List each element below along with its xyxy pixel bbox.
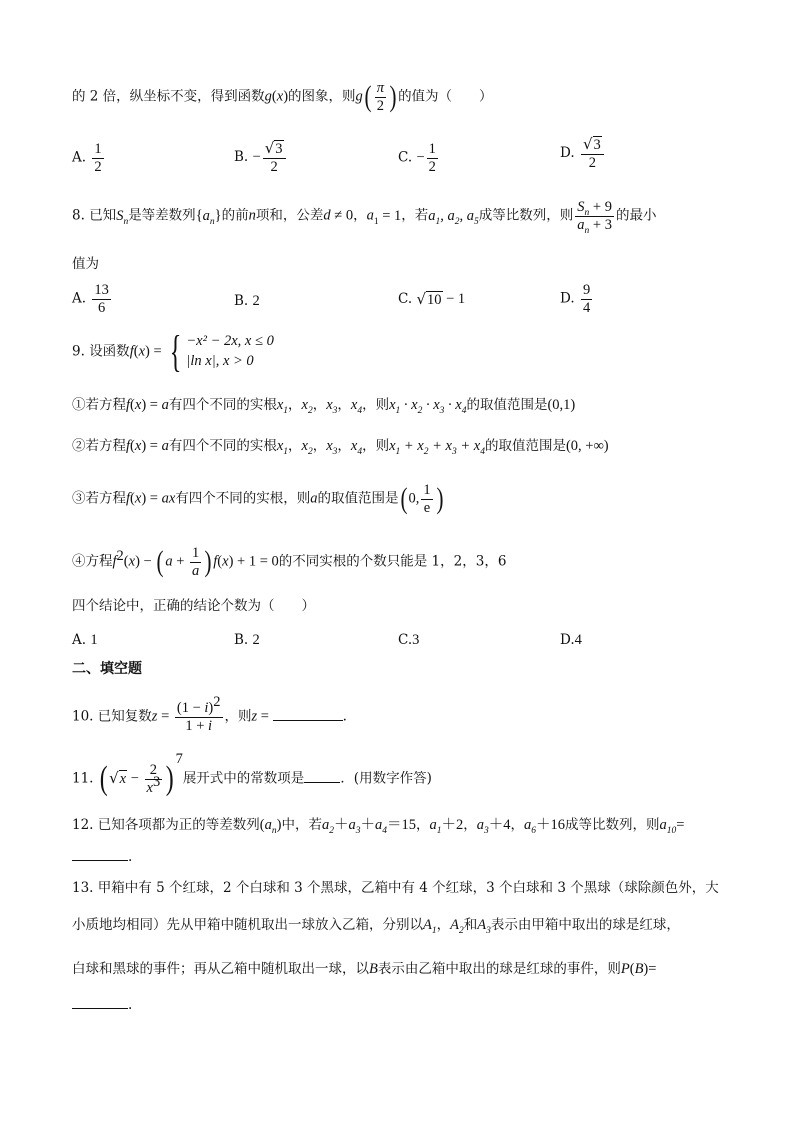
q13-text-2a: 小质地均相同）先从甲箱中随机取出一球放入乙箱，分别以 [72, 917, 423, 933]
q9-closing-text: 四个结论中，正确的结论个数为（ ） [72, 598, 315, 614]
s2-text-d: 的取值范围是 [484, 438, 566, 454]
q10-stem: 10. 已知复数z = $\frac{(1 - i)^2}{1 + i}$ ，则z = . [72, 694, 347, 734]
q8-text-e: ，若 [401, 207, 429, 224]
q9-closing [72, 600, 315, 614]
s1-text-d: 的取值范围是 [466, 397, 548, 413]
s1-text-b: 有四个不同的实根 [168, 397, 277, 413]
q12-text-a: 已知各项都为正的等差数列 [97, 817, 260, 833]
option-label: C. [398, 149, 413, 166]
q7-option-c[interactable]: C. − $\frac{1}{2}$ [398, 141, 436, 175]
s4-text-a: ④方程 [72, 553, 113, 570]
s4-text-b: 的不同实根的个数只能是 1，2，3，6 [278, 553, 507, 570]
q7-text-a: 的 2 倍，纵坐标不变，得到函数 [72, 88, 265, 105]
option-label: D. [560, 145, 575, 162]
q7-text-b: 的图象，则 [288, 88, 356, 105]
option-label: B. [234, 293, 249, 309]
s2-text-a: ②若方程 [72, 438, 126, 454]
q13-text-3c: = [648, 961, 657, 977]
q12-text-f: 成等比数列，则 [564, 817, 660, 833]
q13-answer-line [72, 996, 132, 1013]
q10-text-b: ，则 [224, 708, 252, 725]
q8-text-f: 成等比数列，则 [478, 207, 574, 224]
q9-option-c[interactable] [398, 632, 419, 649]
section-title: 二、填空题 [72, 661, 142, 677]
s1-text-a: ①若方程 [72, 397, 126, 413]
option-label: D. [560, 632, 575, 648]
q10-text-c: . [342, 708, 347, 725]
q9-stem: 9. 设函数f(x) = { −x² − 2x, x ≤ 0 |ln x|, x > 0 [72, 327, 274, 376]
q13-text-2b: 和 [463, 917, 478, 933]
q8-text-d: 项和，公差 [255, 207, 324, 224]
option-label: B. [234, 632, 249, 648]
answer-blank[interactable] [72, 996, 128, 1009]
s3-text-c: 的取值范围是 [317, 490, 399, 507]
q7-text-c: 的值为（ ） [398, 88, 493, 105]
option-value: 1 [90, 632, 98, 648]
q11-text-b: ．(用数字作答) [340, 770, 432, 787]
question-number: 9. [72, 343, 85, 360]
q7-option-b[interactable]: B. − $\frac{√3}{2}$ [234, 140, 288, 175]
option-label: A. [72, 632, 87, 648]
question-number: 11. [72, 770, 94, 787]
q12-text-h: . [128, 849, 133, 865]
q13-text-2c: 表示由甲箱中取出的球是红球， [490, 917, 680, 933]
question-number: 12. [72, 817, 94, 833]
q9-piece-1: −x² − 2x, x ≤ 0 [186, 333, 274, 350]
s3-text-b: 有四个不同的实根，则 [175, 490, 311, 507]
q9-option-a[interactable] [72, 632, 98, 649]
q9-text-a: 设函数 [89, 343, 130, 360]
q13-line-1 [72, 882, 719, 896]
answer-blank[interactable] [273, 708, 343, 721]
q9-statement-2: ②若方程f(x) = a有四个不同的实根$x_1$，$x_2$，$x_3$，$x_4$，则$x_1 + x_2 + x_3 + x_4$的取值范围是(0, +∞) [72, 438, 609, 457]
answer-blank[interactable] [304, 770, 340, 783]
q8-option-a[interactable]: A. $\frac{13}{6}$ [72, 282, 109, 316]
q8-text-g: 的最小 [615, 207, 657, 224]
q7-option-a[interactable]: A. $\frac{1}{2}$ [72, 141, 102, 175]
option-label: D. [560, 290, 575, 307]
q11-text-a: 展开式中的常数项是 [182, 770, 305, 787]
q12-stem: 12. 已知各项都为正的等差数列$(a_n)$中，若$a_2+a_3+a_4=15$，$a_1+2$，$a_3+4$，$a_6+16$成等比数列，则$a_{10}=$ [72, 817, 685, 836]
q9-piece-2: |ln x|, x > 0 [186, 353, 254, 369]
question-number: 8. [72, 207, 85, 224]
q13-text-3a: 白球和黑球的事件；再从乙箱中随机取出一球，以 [72, 961, 369, 977]
q13-text-3b: 表示由乙箱中取出的球是红球的事件，则 [377, 961, 621, 977]
q12-text-g: = [676, 817, 685, 833]
q12-text-e: ， [510, 817, 524, 833]
option-label: C. [398, 291, 413, 307]
s1-text-c: ，则 [362, 397, 390, 413]
question-number: 13. [72, 880, 94, 896]
q11-stem: 11. ( √x − $\frac{2}{x^3}$ )$^7$展开式中的常数项是 ．(用数字作答) [72, 751, 432, 798]
option-value: 3 [412, 632, 420, 648]
option-label: A. [72, 290, 87, 307]
q10-text-a: 已知复数 [97, 708, 152, 725]
s2-text-c: ，则 [362, 438, 390, 454]
q8-option-b[interactable]: B. 2 [234, 293, 260, 309]
answer-blank[interactable] [72, 848, 128, 861]
q13-line-3: 白球和黑球的事件；再从乙箱中随机取出一球，以B表示由乙箱中取出的球是红球的事件，则P(B)= [72, 961, 657, 977]
q9-option-b[interactable] [234, 632, 260, 649]
q12-text-c: ， [415, 817, 430, 833]
q13-line-2: 小质地均相同）先从甲箱中随机取出一球放入乙箱，分别以$A_1$，$A_2$和$A_3$表示由甲箱中取出的球是红球， [72, 917, 680, 936]
option-label: B. [234, 149, 249, 166]
q13-text-4: . [128, 997, 133, 1013]
q9-statement-3: ③若方程f(x) = ax有四个不同的实根，则a的取值范围是( 0, $\frac{1}{e}$ ) [72, 482, 444, 516]
option-value: 2 [252, 632, 260, 648]
q8-text-b: 是等差数列 [128, 207, 196, 224]
q8-text-h: 值为 [72, 256, 99, 272]
q8-text-c: 的前 [221, 207, 249, 224]
q8-option-d[interactable]: D. $\frac{9}{4}$ [560, 282, 591, 316]
q8-stem-cont [72, 258, 99, 272]
option-value: 4 [574, 632, 582, 648]
q12-answer-line [72, 848, 132, 865]
option-label: A. [72, 149, 87, 166]
q12-text-d: ， [463, 817, 477, 833]
q9-statement-4: ④方程$f^2(x)$ − ( a + $\frac{1}{a}$ ) f(x) + 1 = 0的不同实根的个数只能是 1，2，3，6 [72, 545, 507, 579]
q9-statement-1: ①若方程f(x) = a有四个不同的实根$x_1$，$x_2$，$x_3$，$x_4$，则$x_1 \cdot x_2 \cdot x_3 \cdot x_4$的取值范围是(0,1) [72, 397, 576, 416]
q8-text-a: 已知 [89, 207, 117, 224]
s3-text-a: ③若方程 [72, 490, 126, 507]
question-number: 10. [72, 708, 94, 725]
q8-stem: 8. 已知$S_n$是等差数列$\{a_n\}$的前n项和，公差d ≠ 0，$a_1 = 1$，若$a_1$, $a_2$, $a_5$成等比数列，则 $\frac{S_n + 9}{a_n + 3}$ 的最小 [72, 199, 657, 236]
s2-text-b: 有四个不同的实根 [168, 438, 277, 454]
q9-option-d[interactable] [560, 632, 582, 649]
q12-text-b: 中，若 [281, 817, 322, 833]
q7-option-d[interactable]: D. $\frac{√3}{2}$ [560, 136, 606, 171]
q7-tail-line: 的 2 倍，纵坐标不变，得到函数g(x)的图象，则g( $\frac{\pi}{2}$ ) 的值为（ ） [72, 80, 493, 114]
option-label: C. [398, 632, 413, 648]
q8-option-c[interactable]: C. √10 − 1 [398, 290, 466, 308]
q13-text-1: 甲箱中有 5 个红球，2 个白球和 3 个黑球，乙箱中有 4 个红球，3 个白球和 3 个黑球（球除颜色外，大 [97, 880, 719, 896]
